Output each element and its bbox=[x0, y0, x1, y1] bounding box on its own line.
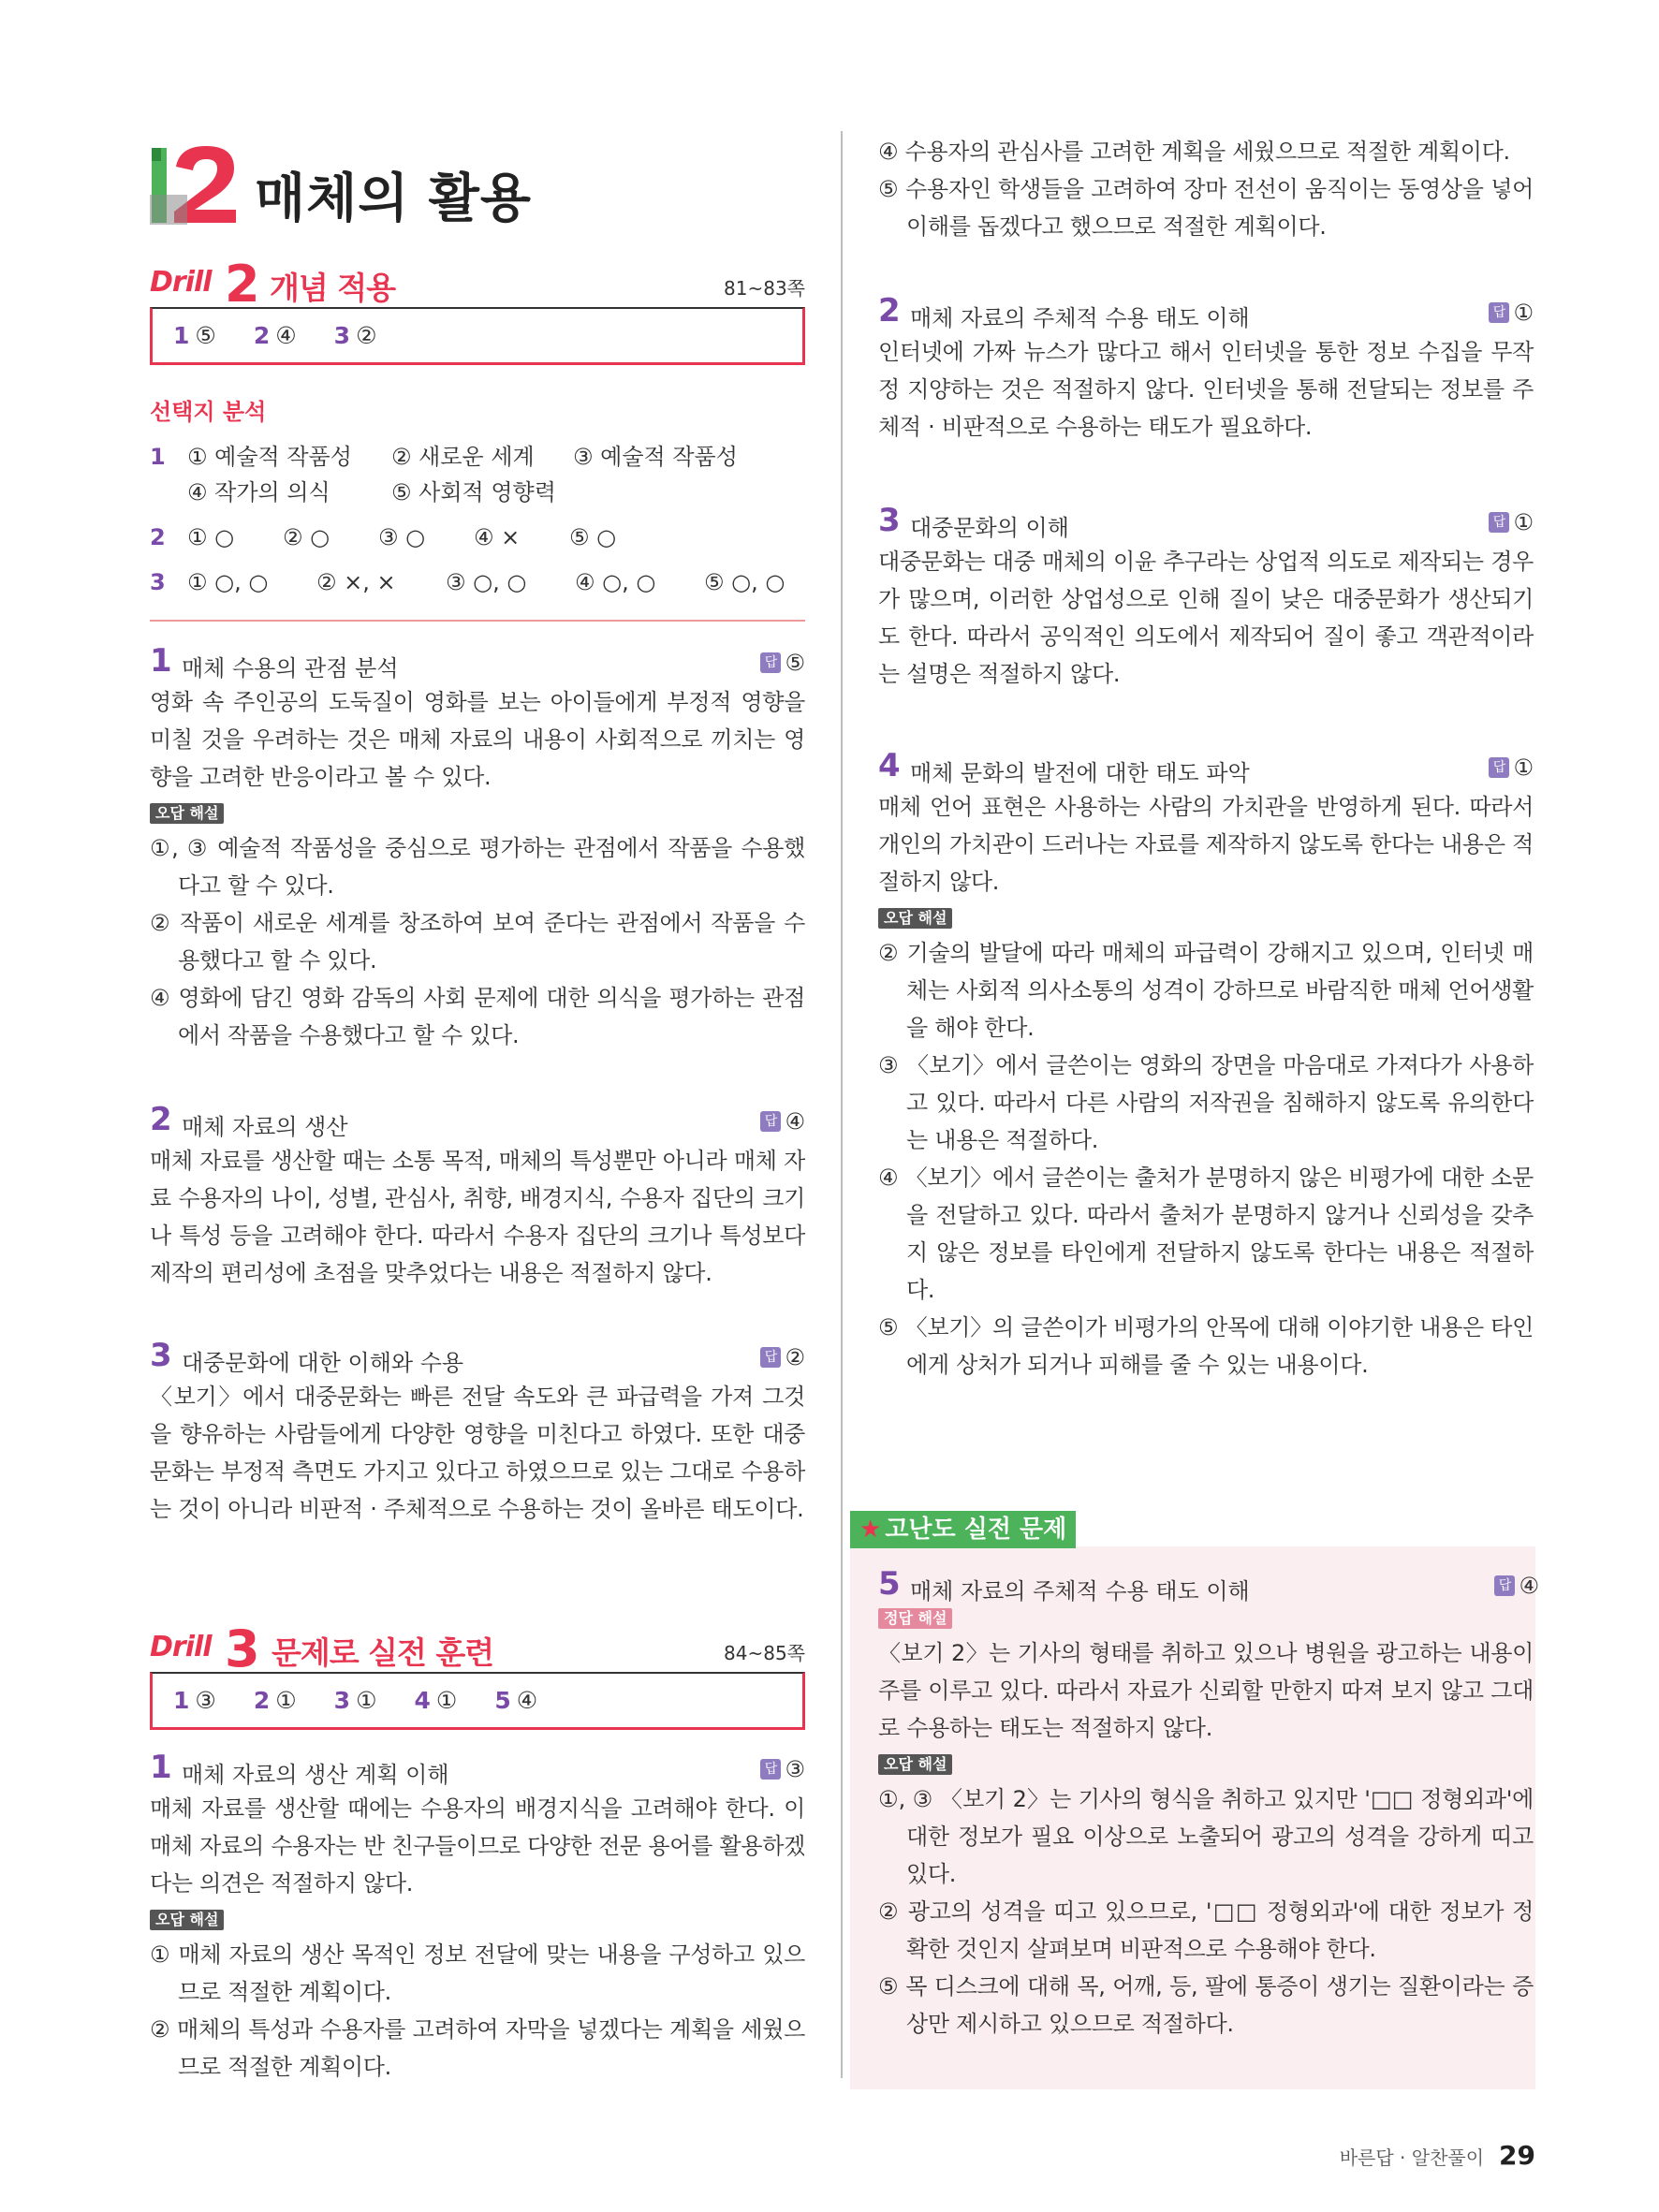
question-title: 매체 수용의 관점 분석 bbox=[182, 655, 399, 681]
wrong-answer-tag: 오답 해설 bbox=[150, 803, 224, 824]
answer-badge: 답 bbox=[760, 1347, 781, 1368]
analysis-row: 2 ① ○ ② ○ ③ ○ ④ × ⑤ ○ bbox=[150, 524, 617, 550]
drill2-answer: 3 ② bbox=[333, 322, 377, 349]
answer-badge: 답 bbox=[760, 1111, 781, 1132]
footer-label: 바른답 · 알찬풀이 bbox=[1339, 2146, 1485, 2169]
question-title: 매체 자료의 주체적 수용 태도 이해 bbox=[910, 1578, 1250, 1604]
answer-label: 답 ⑤ bbox=[760, 650, 805, 676]
explanation-item: ①, ③ 예술적 작품성을 중심으로 평가하는 관점에서 작품을 수용했다고 할 수 있다. bbox=[150, 835, 805, 899]
explanation-item: ② 작품이 새로운 세계를 창조하여 보여 준다는 관점에서 작품을 수용했다고 할 수 있다. bbox=[150, 910, 805, 974]
explanation-item: ④ 〈보기〉에서 글쓴이는 출처가 분명하지 않은 비평가에 대한 소문을 전달하고 있다. 따라서 출처가 분명하지 않거나 신뢰성을 갖추지 않은 정보를 타인에게 전달하지 않도록 한다는 내용은 적절하다. bbox=[878, 1165, 1534, 1303]
analysis-row: 1 ① 예술적 작품성 ② 새로운 세계 ③ 예술적 작품성 bbox=[150, 444, 738, 470]
question-number: 1 bbox=[150, 642, 172, 680]
drill3-word: Drill bbox=[150, 1631, 212, 1663]
explanation-text: 영화 속 주인공의 도둑질이 영화를 보는 아이들에게 부정적 영향을 미칠 것을 우려하는 것은 매체 자료의 내용이 사회적으로 끼치는 영향을 고려한 반응이라고 볼 수 있다. bbox=[150, 689, 805, 790]
explanation-item: ⑤ 수용자인 학생들을 고려하여 장마 전선이 움직이는 동영상을 넣어 이해를 돕겠다고 했으므로 적절한 계획이다. bbox=[878, 176, 1534, 240]
explanation-item: ①, ③ 〈보기 2〉는 기사의 형식을 취하고 있지만 '□□ 정형외과'에 대한 정보가 필요 이상으로 노출되어 광고의 성격을 강하게 띠고 있다. bbox=[878, 1786, 1534, 1887]
answer-badge: 답 bbox=[760, 652, 781, 673]
question-number: 5 bbox=[878, 1565, 901, 1603]
answer-label: 답 ① bbox=[1489, 509, 1534, 535]
explanation-item: ② 광고의 성격을 띠고 있으므로, '□□ 정형외과'에 대한 정보가 정확한 것인지 살펴보며 비판적으로 수용해야 한다. bbox=[878, 1898, 1534, 1962]
answer-label: 답 ① bbox=[1489, 300, 1534, 326]
question-title: 매체 자료의 주체적 수용 태도 이해 bbox=[910, 305, 1250, 331]
wrong-answer-tag: 오답 해설 bbox=[878, 908, 952, 929]
column-divider bbox=[841, 131, 843, 2078]
question-block bbox=[878, 747, 1534, 1384]
drill2-answer: 2 ④ bbox=[253, 322, 297, 349]
explanation-text: 매체 언어 표현은 사용하는 사람의 가치관을 반영하게 된다. 따라서 개인의 가치관이 드러나는 자료를 제작하지 않도록 한다는 내용은 적절하지 않다. bbox=[878, 794, 1534, 895]
explanation-text: 〈보기 2〉는 기사의 형태를 취하고 있으나 병원을 광고하는 내용이 주를 이루고 있다. 따라서 자료가 신뢰할 만한지 따져 보지 않고 그대로 수용하는 태도는 적절하지 않다. bbox=[878, 1640, 1534, 1741]
answer-badge: 답 bbox=[1489, 757, 1509, 778]
explanation-item: ⑤ 〈보기〉의 글쓴이가 비평가의 안목에 대해 이야기한 내용은 타인에게 상처가 되거나 피해를 줄 수 있는 내용이다. bbox=[878, 1314, 1534, 1378]
question-title: 매체 자료의 생산 bbox=[182, 1114, 348, 1140]
analysis-title: 선택지 분석 bbox=[150, 399, 267, 425]
explanation-text: 대중문화는 대중 매체의 이윤 추구라는 상업적 의도로 제작되는 경우가 많으며, 이러한 상업성으로 인해 질이 낮은 대중문화가 생산되기도 한다. 따라서 공익적인 의도에서 제작되어 질이 좋고 객관적이라는 설명은 적절하지 않다. bbox=[878, 549, 1534, 687]
question-number: 3 bbox=[878, 502, 901, 539]
question-title: 대중문화에 대한 이해와 수용 bbox=[182, 1350, 464, 1376]
explanation-item: ④ 수용자의 관심사를 고려한 계획을 세웠으므로 적절한 계획이다. bbox=[878, 139, 1510, 165]
answer-badge: 답 bbox=[1489, 302, 1509, 323]
explanation-item: ③ 〈보기〉에서 글쓴이는 영화의 장면을 마음대로 가져다가 사용하고 있다. 따라서 다른 사람의 저작권을 침해하지 않도록 유의한다는 내용은 적절하다. bbox=[878, 1052, 1534, 1153]
explanation-text: 매체 자료를 생산할 때에는 수용자의 배경지식을 고려해야 한다. 이 매체 자료의 수용자는 반 친구들이므로 다양한 전문 용어를 활용하겠다는 의견은 적절하지 않다. bbox=[150, 1795, 805, 1897]
explanation-item: ① 매체 자료의 생산 목적인 정보 전달에 맞는 내용을 구성하고 있으므로 적절한 계획이다. bbox=[150, 1941, 805, 2005]
drill2-answer: 1 ⑤ bbox=[173, 322, 216, 349]
question-block bbox=[878, 292, 1534, 446]
answer-label: 답 ③ bbox=[760, 1756, 805, 1782]
explanation-item: ⑤ 목 디스크에 대해 목, 어깨, 등, 팔에 통증이 생기는 질환이라는 증상만 제시하고 있으므로 적절하다. bbox=[878, 1973, 1534, 2037]
answer-badge: 답 bbox=[760, 1759, 781, 1780]
question-number: 2 bbox=[150, 1101, 172, 1138]
drill3-answer: 5 ④ bbox=[494, 1687, 538, 1714]
continued-items bbox=[878, 133, 1534, 245]
drill2-title: 개념 적용 bbox=[270, 270, 396, 306]
drill2-answer-box bbox=[150, 307, 805, 365]
drill2-word: Drill bbox=[150, 266, 212, 299]
star-icon: ★ bbox=[859, 1516, 882, 1544]
drill2-section bbox=[150, 255, 805, 365]
question-block bbox=[150, 642, 805, 1054]
question-block bbox=[878, 502, 1534, 693]
choice-analysis bbox=[150, 393, 805, 602]
explanation-item: ② 매체의 특성과 수용자를 고려하여 자막을 넣겠다는 계획을 세웠으므로 적절한 계획이다. bbox=[150, 2016, 805, 2080]
drill2-pages: 81~83쪽 bbox=[724, 277, 805, 300]
question-block bbox=[878, 1565, 1539, 2043]
question-title: 매체 자료의 생산 계획 이해 bbox=[182, 1762, 449, 1788]
question-number: 2 bbox=[878, 292, 901, 330]
explanation-item: ② 기술의 발달에 따라 매체의 파급력이 강해지고 있으며, 인터넷 매체는 사회적 의사소통의 성격이 강하므로 바람직한 매체 언어생활을 해야 한다. bbox=[878, 940, 1534, 1041]
question-title: 대중문화의 이해 bbox=[910, 515, 1069, 541]
analysis-row-cont: ④ 작가의 의식 ⑤ 사회적 영향력 bbox=[187, 479, 556, 505]
explanation-text: 인터넷에 가짜 뉴스가 많다고 해서 인터넷을 통한 정보 수집을 무작정 지양하는 것은 적절하지 않다. 인터넷을 통해 전달되는 정보를 주체적 · 비판적으로 수용하는 태도가 필요하다. bbox=[878, 339, 1534, 440]
question-number: 4 bbox=[878, 747, 901, 784]
hard-problem-badge: ★ 고난도 실전 문제 bbox=[850, 1511, 1076, 1548]
question-number: 3 bbox=[150, 1337, 172, 1374]
analysis-row: 3 ① ○, ○ ② ×, × ③ ○, ○ ④ ○, ○ ⑤ ○, ○ bbox=[150, 569, 785, 595]
explanation-text: 〈보기〉에서 대중문화는 빠른 전달 속도와 큰 파급력을 가져 그것을 향유하는 사람들에게 다양한 영향을 미친다고 하였다. 또한 대중문화는 부정적 측면도 가지고 있다고 하였으므로 있는 그대로 수용하는 것이 아니라 비판적 · 주체적으로 수용하는 것이 올바른 태도이다. bbox=[150, 1384, 805, 1522]
drill3-answer: 4 ① bbox=[414, 1687, 458, 1714]
drill3-title: 문제로 실전 훈련 bbox=[272, 1634, 494, 1671]
drill3-answer: 1 ③ bbox=[173, 1687, 216, 1714]
drill3-section bbox=[150, 1619, 805, 1730]
wrong-answer-tag: 오답 해설 bbox=[150, 1910, 224, 1930]
answer-label: 답 ④ bbox=[1494, 1573, 1539, 1599]
correct-answer-tag: 정답 해설 bbox=[878, 1608, 952, 1629]
chapter-title: 매체의 활용 bbox=[255, 168, 532, 229]
question-block bbox=[150, 1101, 805, 1292]
drill3-number: 3 bbox=[225, 1619, 260, 1678]
explanation-text: 매체 자료를 생산할 때는 소통 목적, 매체의 특성뿐만 아니라 매체 자료 수용자의 나이, 성별, 관심사, 취향, 배경지식, 수용자 집단의 크기나 특성 등을 고려해야 한다. 따라서 수용자 집단의 크기나 특성보다 제작의 편리성에 초점을 맞추었다는 내용은 적절하지 않다. bbox=[150, 1148, 805, 1286]
drill2-number: 2 bbox=[225, 255, 260, 314]
page-footer bbox=[1340, 2140, 1535, 2171]
wrong-answer-tag: 오답 해설 bbox=[878, 1754, 952, 1775]
page-number: 29 bbox=[1499, 2140, 1535, 2171]
section-divider bbox=[150, 620, 805, 622]
explanation-item: ④ 영화에 담긴 영화 감독의 사회 문제에 대한 의식을 평가하는 관점에서 작품을 수용했다고 할 수 있다. bbox=[150, 985, 805, 1048]
drill3-answer: 3 ① bbox=[333, 1687, 377, 1714]
drill3-answer-box bbox=[150, 1672, 805, 1730]
answer-badge: 답 bbox=[1489, 512, 1509, 533]
question-title: 매체 문화의 발전에 대한 태도 파악 bbox=[910, 760, 1250, 786]
question-number: 1 bbox=[150, 1749, 172, 1786]
answer-label: 답 ② bbox=[760, 1344, 805, 1370]
answer-label: 답 ① bbox=[1489, 754, 1534, 781]
question-block bbox=[150, 1337, 805, 1528]
answer-label: 답 ④ bbox=[760, 1108, 805, 1135]
answer-badge: 답 bbox=[1494, 1575, 1515, 1596]
drill3-pages: 84~85쪽 bbox=[724, 1642, 805, 1664]
chapter-number-graphic bbox=[150, 139, 243, 228]
drill3-answer: 2 ① bbox=[253, 1687, 297, 1714]
question-block bbox=[150, 1749, 805, 2086]
